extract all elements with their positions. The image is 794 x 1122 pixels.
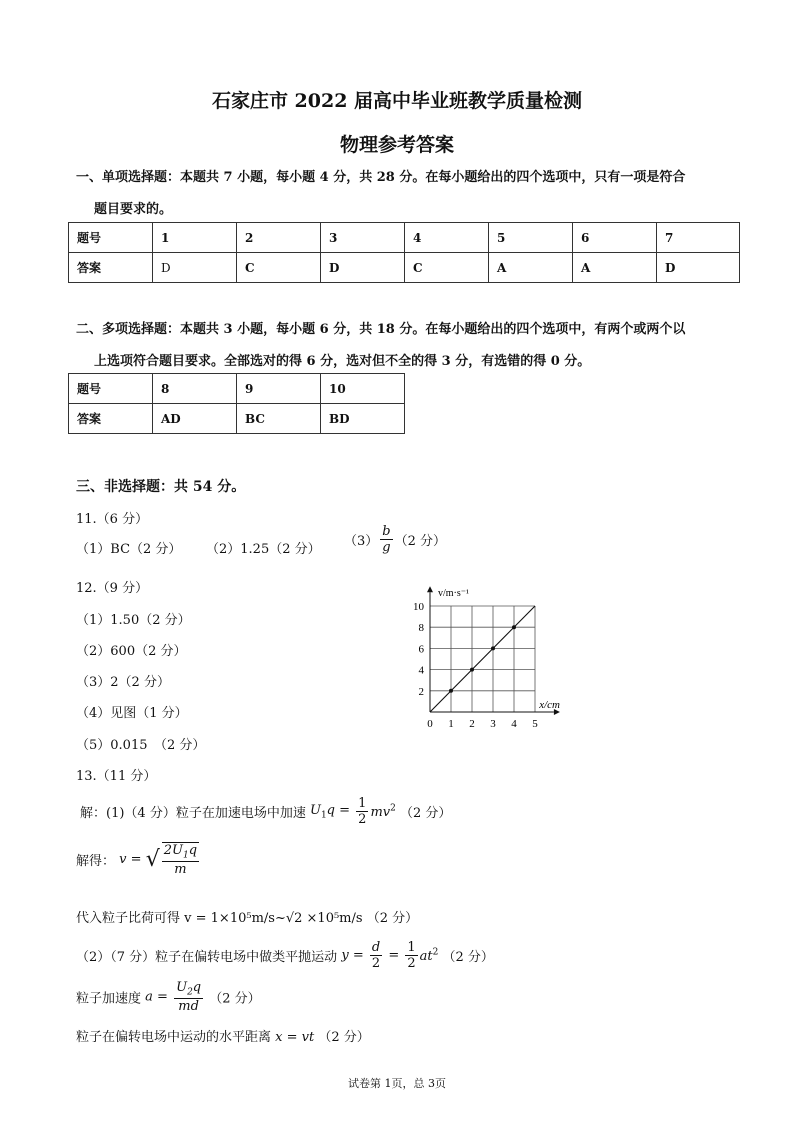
x-tick-label: 2 — [469, 718, 475, 730]
velocity-displacement-chart — [400, 588, 590, 746]
x-tick-label: 0 — [427, 718, 433, 730]
section1-answer-table — [68, 222, 740, 283]
table-cell: A — [489, 253, 573, 283]
x-tick-label: 3 — [490, 718, 496, 730]
q12-label: 12.（9 分） — [76, 581, 149, 596]
data-point — [470, 668, 474, 672]
x-tick-label: 1 — [448, 718, 454, 730]
formula-acceleration: a = — [145, 989, 173, 1005]
table-cell: 7 — [657, 223, 740, 253]
data-point — [449, 689, 453, 693]
table-cell: C — [237, 253, 321, 283]
q13-line-3-prefix: 代入粒子比荷可得 — [76, 911, 181, 926]
data-point — [491, 646, 495, 650]
y-tick-label: 2 — [418, 685, 424, 698]
section2-heading-line1: 二、多项选择题：本题共 3 小题，每小题 6 分，共 18 分。在每小题给出的四个选项中，有两个或两个以 — [76, 322, 686, 337]
q12-item: （1）1.50（2 分） — [76, 613, 191, 628]
q13-line-6 — [76, 1026, 370, 1045]
x-tick-label: 5 — [532, 718, 538, 730]
table-cell: 6 — [573, 223, 657, 253]
section2-answer-table — [68, 373, 405, 434]
y-tick-label: 8 — [418, 622, 424, 635]
q11-label: 11.（6 分） — [76, 512, 149, 527]
table-cell: BD — [321, 404, 405, 434]
table-cell: D — [657, 253, 740, 283]
section3-heading: 三、非选择题：共 54 分。 — [76, 479, 246, 495]
q13-line-1-suffix: （2 分） — [400, 806, 452, 821]
table-row — [69, 404, 405, 434]
q13-line-6-suffix: （2 分） — [318, 1030, 370, 1045]
formula-horizontal-distance: x = vt — [275, 1030, 315, 1045]
table-cell: 3 — [321, 223, 405, 253]
q13-line-1 — [80, 796, 451, 827]
formula-velocity-value: v = 1×10⁵m/s~√2 ×10⁵m/s — [184, 911, 363, 926]
table-cell: 1 — [153, 223, 237, 253]
q12-item: （5）0.015 （2 分） — [76, 738, 206, 753]
q11-answer-2: （2）1.25（2 分） — [206, 542, 321, 557]
y-tick-label: 6 — [418, 643, 424, 656]
y-axis-arrow — [427, 586, 433, 592]
table-cell: D — [153, 253, 237, 283]
formula-kinetic: $mv^2$ — [370, 803, 396, 820]
q13-line-5: 粒子加速度 a = $\frac{U_2q}{md}$ （2 分） — [76, 980, 261, 1014]
formula-velocity-sqrt: v = √ $\frac{2U_1q}{m}$ — [119, 843, 198, 877]
q13-line-1-prefix: 解：(1)（4 分）粒子在加速电场中加速 — [80, 806, 306, 821]
table-cell: 答案 — [69, 404, 153, 434]
table-row — [69, 253, 740, 283]
q12-item: （3）2（2 分） — [76, 675, 170, 690]
y-tick-label: 10 — [413, 601, 424, 613]
table-cell: AD — [153, 404, 237, 434]
section1-heading-line2: 题目要求的。 — [94, 202, 173, 217]
q13-label: 13.（11 分） — [76, 769, 157, 784]
data-point — [512, 625, 516, 629]
x-tick-label: 4 — [511, 718, 517, 730]
q13-line-2-prefix: 解得： — [76, 853, 116, 869]
q11-answer-3 — [344, 524, 446, 555]
q13-line-4-suffix: （2 分） — [442, 950, 494, 965]
table-cell: 2 — [237, 223, 321, 253]
fraction-denominator: g — [382, 540, 391, 555]
formula-acceleration-energy: $U_1q$ = — [309, 802, 355, 821]
section1-heading-line1: 一、单项选择题：本题共 7 小题，每小题 4 分，共 28 分。在每小题给出的四个选项中，只有一项是符合 — [76, 170, 686, 185]
q13-line-6-prefix: 粒子在偏转电场中运动的水平距离 — [76, 1030, 272, 1045]
y-tick-label: 4 — [418, 664, 424, 677]
y-axis-label: v/m·s⁻¹ — [438, 588, 470, 600]
table-cell: 答案 — [69, 253, 153, 283]
table-cell: C — [405, 253, 489, 283]
q12-item: （4）见图（1 分） — [76, 706, 188, 721]
table-row — [69, 374, 405, 404]
fraction-numerator: b — [382, 524, 391, 539]
page-title: 石家庄市 2022 届高中毕业班教学质量检测 — [211, 90, 583, 112]
q11-answer-3-prefix: （3） — [344, 534, 379, 549]
table-cell: D — [321, 253, 405, 283]
table-cell: 10 — [321, 374, 405, 404]
q11-fraction — [380, 524, 392, 555]
table-cell: 4 — [405, 223, 489, 253]
table-cell: 8 — [153, 374, 237, 404]
formula-deflection: y = — [341, 948, 368, 963]
q13-line-4-prefix: （2）（7 分）粒子在偏转电场中做类平抛运动 — [76, 950, 338, 965]
table-cell: A — [573, 253, 657, 283]
q11-answer-3-suffix: （2 分） — [394, 534, 447, 549]
table-cell: 9 — [237, 374, 321, 404]
q13-line-5-suffix: （2 分） — [209, 991, 261, 1007]
q11-answer-1: （1）BC（2 分） — [76, 542, 182, 557]
table-row — [69, 223, 740, 253]
q13-line-3 — [76, 907, 418, 926]
page-subtitle: 物理参考答案 — [339, 134, 454, 156]
table-cell: BC — [237, 404, 321, 434]
page-footer: 试卷第 1页，总 3页 — [348, 1077, 446, 1090]
x-axis-label: x/cm — [539, 699, 560, 711]
fit-line — [430, 606, 535, 712]
q12-item: （2）600（2 分） — [76, 644, 187, 659]
q13-line-3-suffix: （2 分） — [366, 911, 419, 926]
table-cell: 5 — [489, 223, 573, 253]
fraction-half: $\frac{1}{2}$ — [358, 796, 367, 827]
table-cell: 题号 — [69, 374, 153, 404]
q13-line-4: （2）（7 分）粒子在偏转电场中做类平抛运动 y = $\frac{d}{2}$ = $\frac{1}{2}$ $at^2$ （2 分） — [76, 940, 494, 971]
table-cell: 题号 — [69, 223, 153, 253]
q13-line-5-prefix: 粒子加速度 — [76, 991, 142, 1007]
q13-line-2 — [76, 842, 201, 877]
section2-heading-line2: 上选项符合题目要求。全部选对的得 6 分，选对但不全的得 3 分，有选错的得 0 分。 — [94, 354, 591, 369]
